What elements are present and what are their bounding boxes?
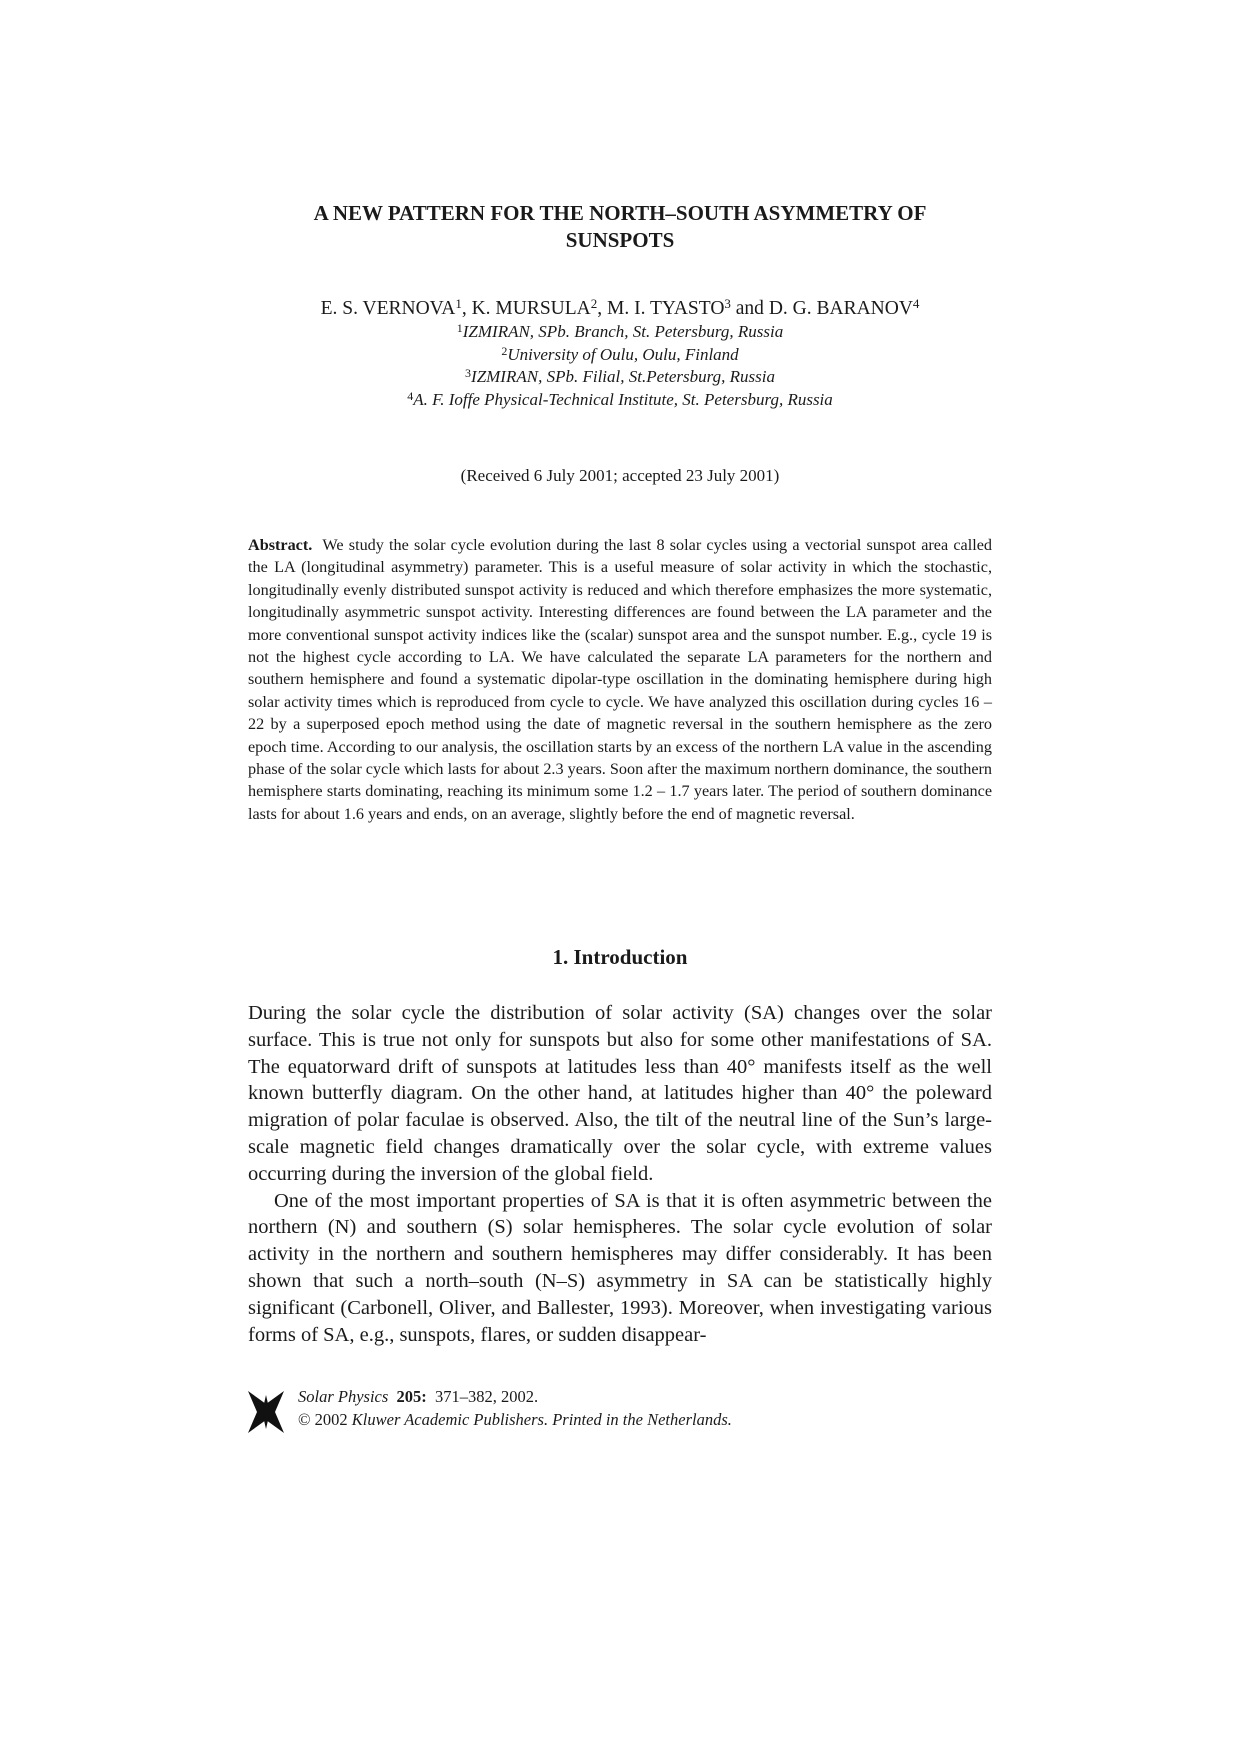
title-line-1: A NEW PATTERN FOR THE NORTH–SOUTH ASYMMETRY OF	[313, 201, 927, 225]
journal-pages: 371–382, 2002.	[435, 1387, 539, 1406]
affiliation-text: A. F. Ioffe Physical-Technical Institute, St. Petersburg, Russia	[413, 389, 833, 409]
affiliation-mark: 3	[465, 366, 472, 380]
abstract-text: We study the solar cycle evolution during the last 8 solar cycles using a vectorial sunspot area called the LA (longitudinal asymmetry) parameter. This is a useful measure of solar activity in which the stochastic, longitudinally evenly distributed sunspot activity is reduced and which therefore emphasizes the more systematic, longitudinally asymmetric sunspot activity. Interesting differences are found between the LA parameter and the more conventional sunspot activity indices like the (scalar) sunspot area and the sunspot number. E.g., cycle 19 is not the highest cycle according to LA. We have calculated the separate LA parameters for the northern and southern hemisphere and found a systematic dipolar-type oscillation in the dominating hemisphere during high solar activity times which is reproduced from cycle to cycle. We have analyzed this oscillation during cycles 16 – 22 by a superposed epoch method using the date of magnetic reversal in the southern hemisphere as the zero epoch time. According to our analysis, the oscillation starts by an excess of the northern LA value in the ascending phase of the solar cycle which lasts for about 2.3 years. Soon after the maximum northern dominance, the southern hemisphere starts dominating, reaching its minimum some 1.2 – 1.7 years later. The period of southern dominance lasts for about 1.6 years and ends, on an average, slightly before the end of magnetic reversal.	[248, 536, 992, 823]
author-mark: 4	[912, 296, 920, 311]
title-line-2: SUNSPOTS	[565, 228, 675, 252]
section-heading: 1. Introduction	[552, 945, 688, 969]
received-dates: (Received 6 July 2001; accepted 23 July 2001)	[460, 466, 780, 485]
author-separator: ,	[597, 298, 608, 319]
copyright-year: © 2002	[298, 1410, 348, 1429]
kluwer-star-logo-icon	[248, 1391, 284, 1433]
copyright-line	[298, 1408, 732, 1431]
affiliation-list	[250, 321, 990, 411]
body-text	[248, 1000, 992, 1348]
author-name: K. MURSULA	[471, 298, 591, 319]
publisher-name: Kluwer Academic Publishers. Printed in the Netherlands.	[351, 1410, 732, 1429]
affiliation	[250, 344, 990, 367]
citation-line	[298, 1385, 732, 1408]
affiliation-mark: 1	[456, 321, 463, 335]
author-mark: 3	[724, 296, 731, 311]
footer-lines	[298, 1385, 732, 1431]
affiliation	[250, 389, 990, 412]
affiliation-text: IZMIRAN, SPb. Filial, St.Petersburg, Russia	[471, 367, 775, 386]
affiliation-text: IZMIRAN, SPb. Branch, St. Petersburg, Russia	[462, 322, 784, 341]
author-name: E. S. VERNOVA	[320, 298, 456, 319]
abstract	[248, 534, 992, 825]
affiliation	[250, 366, 990, 389]
affiliation	[250, 321, 990, 344]
affiliation-mark: 4	[407, 388, 414, 403]
author-mark: 1	[455, 296, 462, 311]
author-list	[250, 297, 990, 321]
affiliation-text: University of Oulu, Oulu, Finland	[507, 344, 739, 364]
journal-volume: 205:	[396, 1387, 427, 1406]
author-name: M. I. TYASTO	[607, 298, 725, 319]
journal-name: Solar Physics	[298, 1387, 389, 1406]
abstract-label: Abstract.	[248, 536, 313, 554]
affiliation-mark: 2	[501, 343, 508, 358]
journal-footer	[248, 1385, 992, 1441]
author-separator: and	[730, 298, 769, 319]
author-name: D. G. BARANOV	[768, 298, 913, 319]
paragraph: One of the most important properties of SA is that it is often asymmetric between the northern (N) and southern (S) solar hemispheres. The solar cycle evolution of solar activity in the northern and southern hemispheres may differ considerably. It has been shown that such a north–south (N–S) asymmetry in SA can be statistically highly significant (Carbonell, Oliver, and Ballester, 1993). Moreover, when investigating various forms of SA, e.g., sunspots, flares, or sudden disappear-	[248, 1189, 992, 1346]
author-mark: 2	[590, 296, 598, 311]
author-separator: ,	[461, 298, 472, 319]
paper-title	[250, 200, 990, 254]
paragraph: During the solar cycle the distribution of solar activity (SA) changes over the solar surface. This is true not only for sunspots but also for some other manifestations of SA. The equatorward drift of sunspots at latitudes less than 40° manifests itself as the well known butterfly diagram. On the other hand, at latitudes higher than 40° the poleward migration of polar faculae is observed. Also, the tilt of the neutral line of the Sun’s large-scale magnetic field changes dramatically over the solar cycle, with extreme values occurring during the inversion of the global field.	[248, 1002, 992, 1185]
